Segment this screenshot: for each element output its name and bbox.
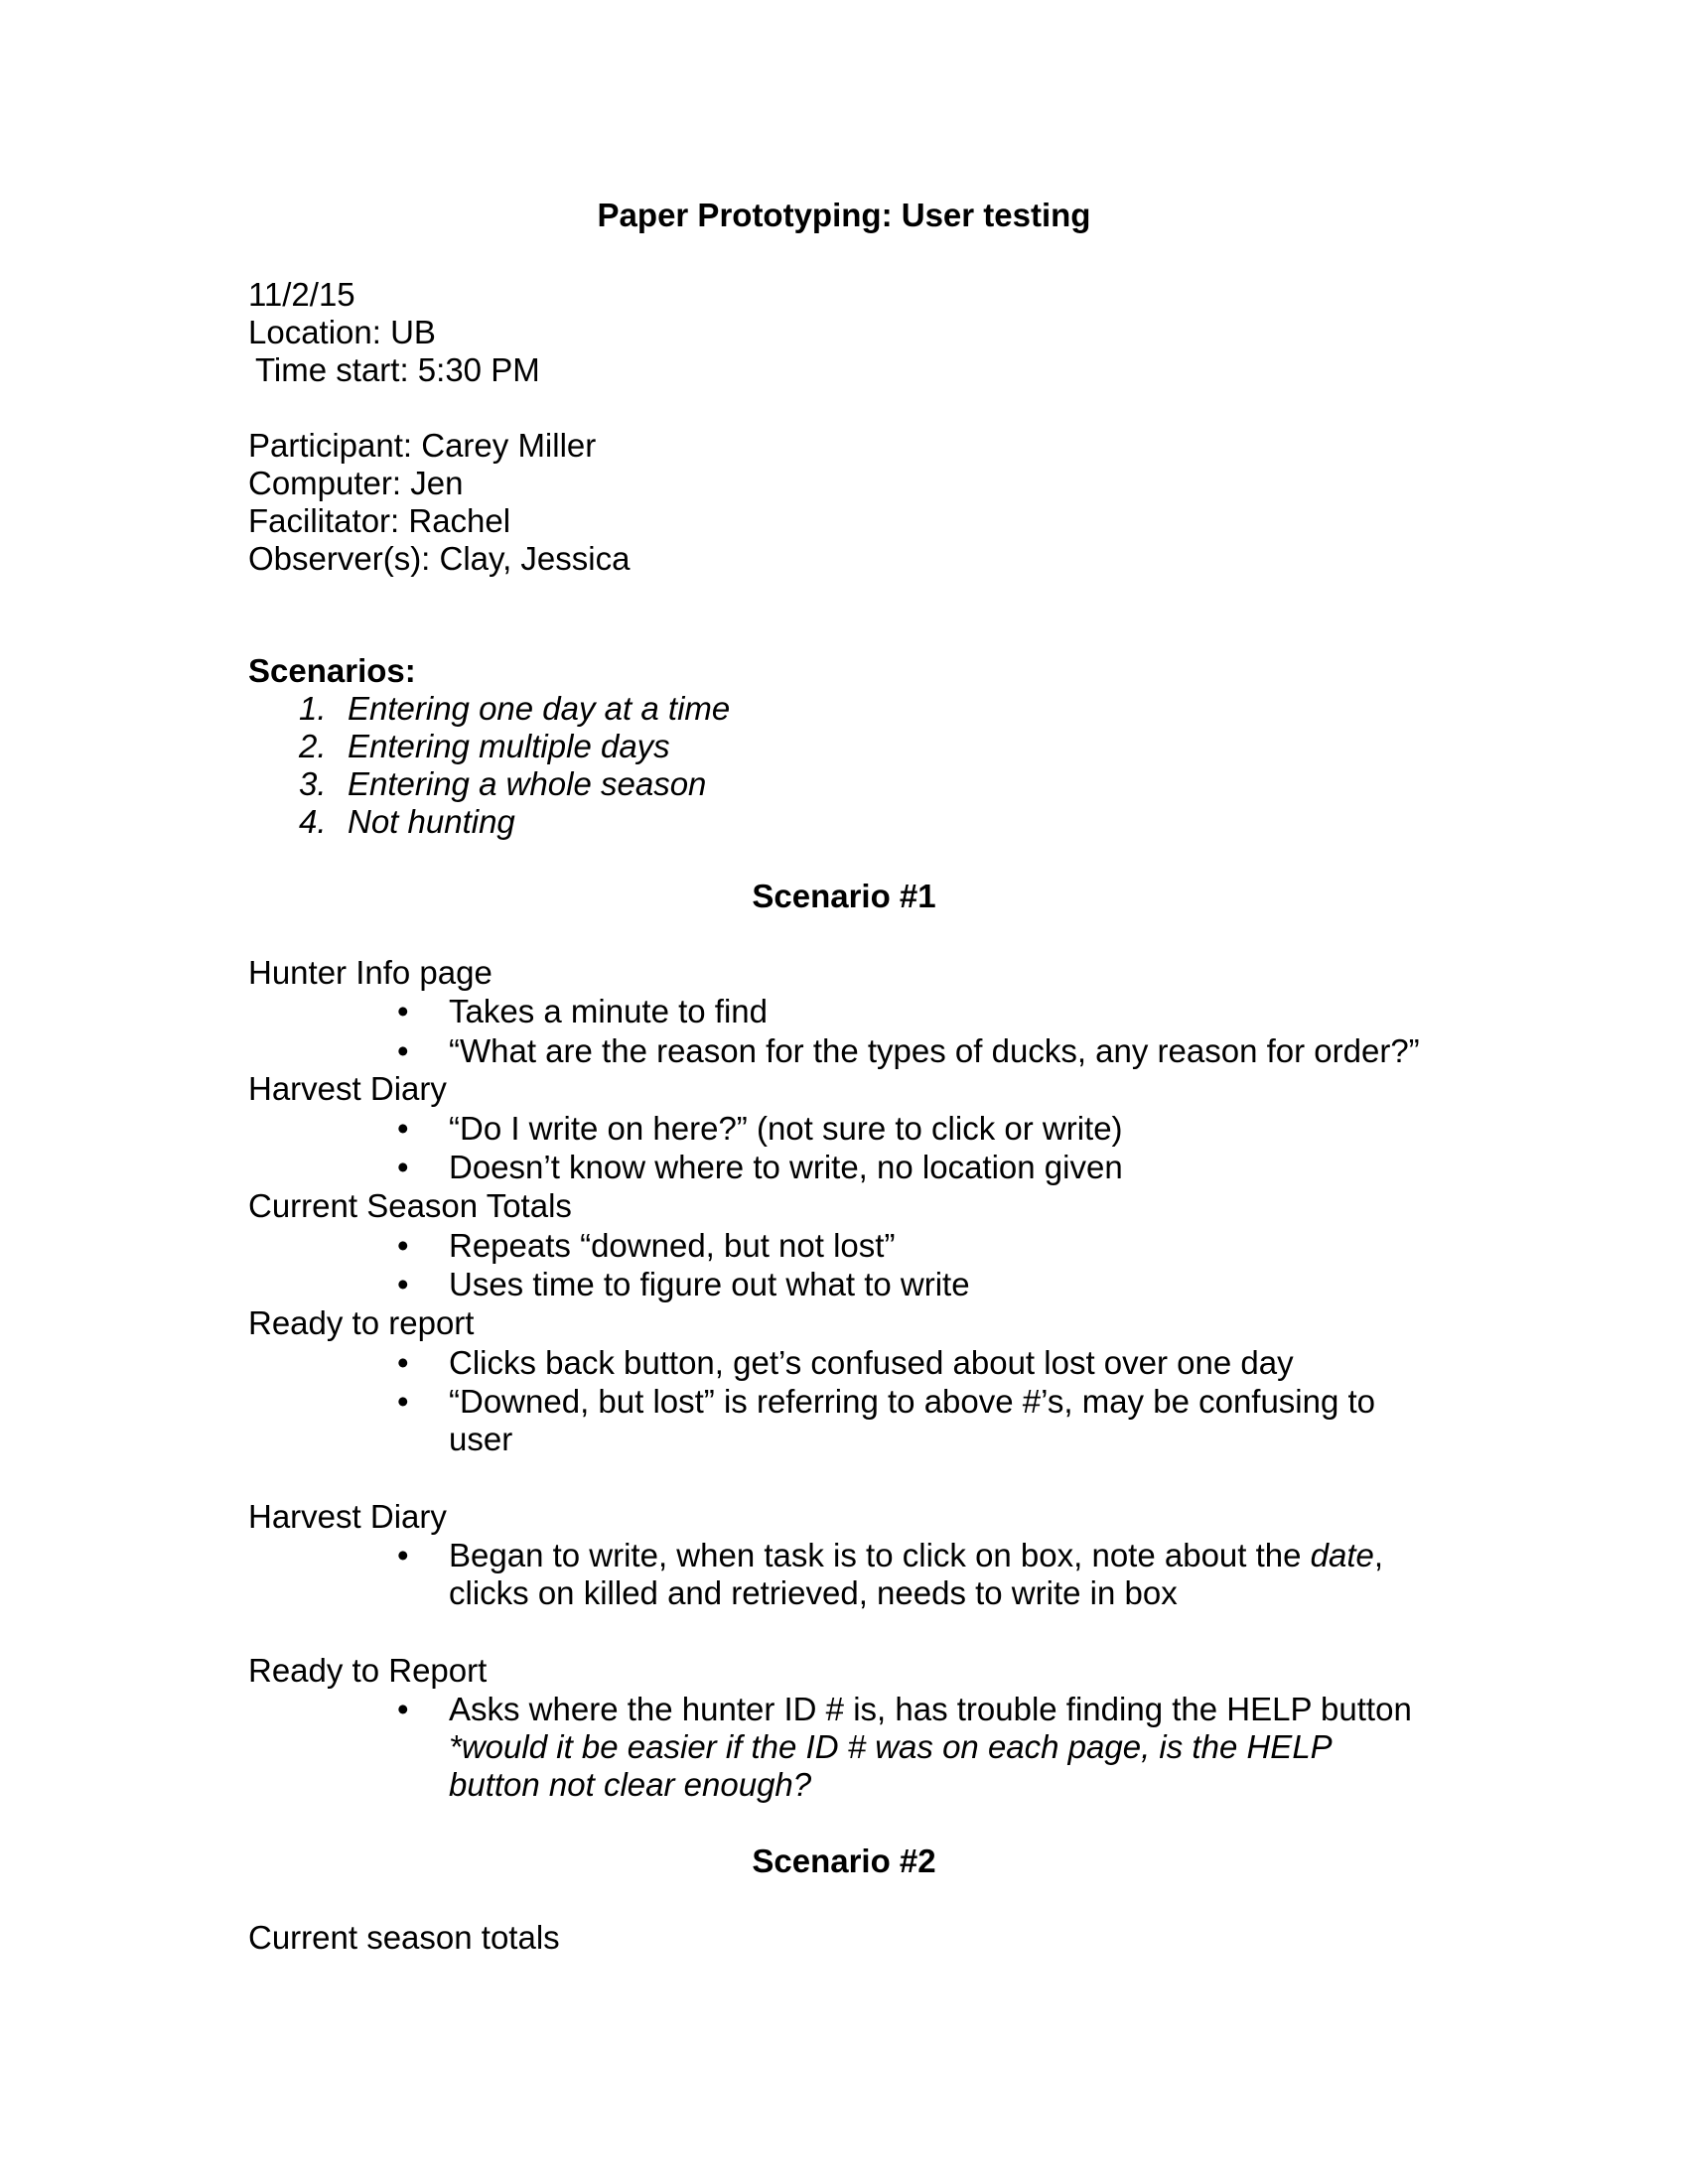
section-title: Ready to report xyxy=(248,1304,475,1341)
bullet-note-italic: button not clear enough? xyxy=(449,1766,812,1803)
section-title: Harvest Diary xyxy=(248,1498,447,1535)
bullet-text: Repeats “downed, but not lost” xyxy=(449,1227,896,1264)
list-number: 1. xyxy=(299,690,327,727)
participant: Participant: Carey Miller xyxy=(248,427,597,464)
bullet-glyph: • xyxy=(397,1110,409,1147)
scenarios-heading: Scenarios: xyxy=(248,652,416,689)
list-number: 3. xyxy=(299,765,327,802)
facilitator: Facilitator: Rachel xyxy=(248,502,511,539)
list-number: 4. xyxy=(299,803,327,840)
bullet-glyph: • xyxy=(397,1149,409,1185)
list-number: 2. xyxy=(299,728,327,764)
bullet-glyph: • xyxy=(397,1537,409,1573)
bullet-text: Clicks back button, get’s confused about lost over one day xyxy=(449,1344,1294,1381)
computer: Computer: Jen xyxy=(248,465,464,501)
session-location: Location: UB xyxy=(248,314,436,350)
date-emphasis: date xyxy=(1310,1537,1374,1573)
bullet-text-part: , xyxy=(1373,1537,1384,1573)
page-title: Paper Prototyping: User testing xyxy=(597,197,1091,233)
bullet-text: Asks where the hunter ID # is, has trouble finding the HELP button xyxy=(449,1691,1412,1727)
section-title: Hunter Info page xyxy=(248,954,492,991)
bullet-text: Takes a minute to find xyxy=(449,993,769,1029)
section-title: Current Season Totals xyxy=(248,1187,572,1224)
scenario2-heading: Scenario #2 xyxy=(752,1843,936,1879)
bullet-glyph: • xyxy=(397,1227,409,1264)
observers: Observer(s): Clay, Jessica xyxy=(248,540,631,577)
session-time-start: Time start: 5:30 PM xyxy=(255,351,540,388)
bullet-text: “What are the reason for the types of ducks, any reason for order?” xyxy=(449,1032,1420,1069)
bullet-text-continued: clicks on killed and retrieved, needs to write in box xyxy=(449,1574,1178,1611)
list-item: Not hunting xyxy=(348,803,515,840)
bullet-glyph: • xyxy=(397,1266,409,1302)
bullet-text: “Downed, but lost” is referring to above #’s, may be confusing to xyxy=(449,1383,1376,1420)
bullet-text: Uses time to figure out what to write xyxy=(449,1266,970,1302)
bullet-glyph: • xyxy=(397,1032,409,1069)
bullet-note-italic: *would it be easier if the ID # was on each page, is the HELP xyxy=(449,1728,1333,1765)
list-item: Entering a whole season xyxy=(348,765,707,802)
bullet-text-part: Began to write, when task is to click on box, note about the xyxy=(449,1537,1311,1573)
bullet-text: Doesn’t know where to write, no location given xyxy=(449,1149,1123,1185)
bullet-text-continued: user xyxy=(449,1421,513,1457)
session-date: 11/2/15 xyxy=(248,276,355,313)
section-title: Harvest Diary xyxy=(248,1070,447,1107)
section-title: Current season totals xyxy=(248,1919,560,1956)
list-item: Entering one day at a time xyxy=(348,690,731,727)
bullet-glyph: • xyxy=(397,1691,409,1727)
section-title: Ready to Report xyxy=(248,1652,488,1689)
scenario1-heading: Scenario #1 xyxy=(752,878,936,914)
bullet-glyph: • xyxy=(397,1344,409,1381)
bullet-text: “Do I write on here?” (not sure to click or write) xyxy=(449,1110,1123,1147)
list-item: Entering multiple days xyxy=(348,728,670,764)
bullet-glyph: • xyxy=(397,1383,409,1420)
bullet-text xyxy=(449,1537,1383,1574)
bullet-glyph: • xyxy=(397,993,409,1029)
